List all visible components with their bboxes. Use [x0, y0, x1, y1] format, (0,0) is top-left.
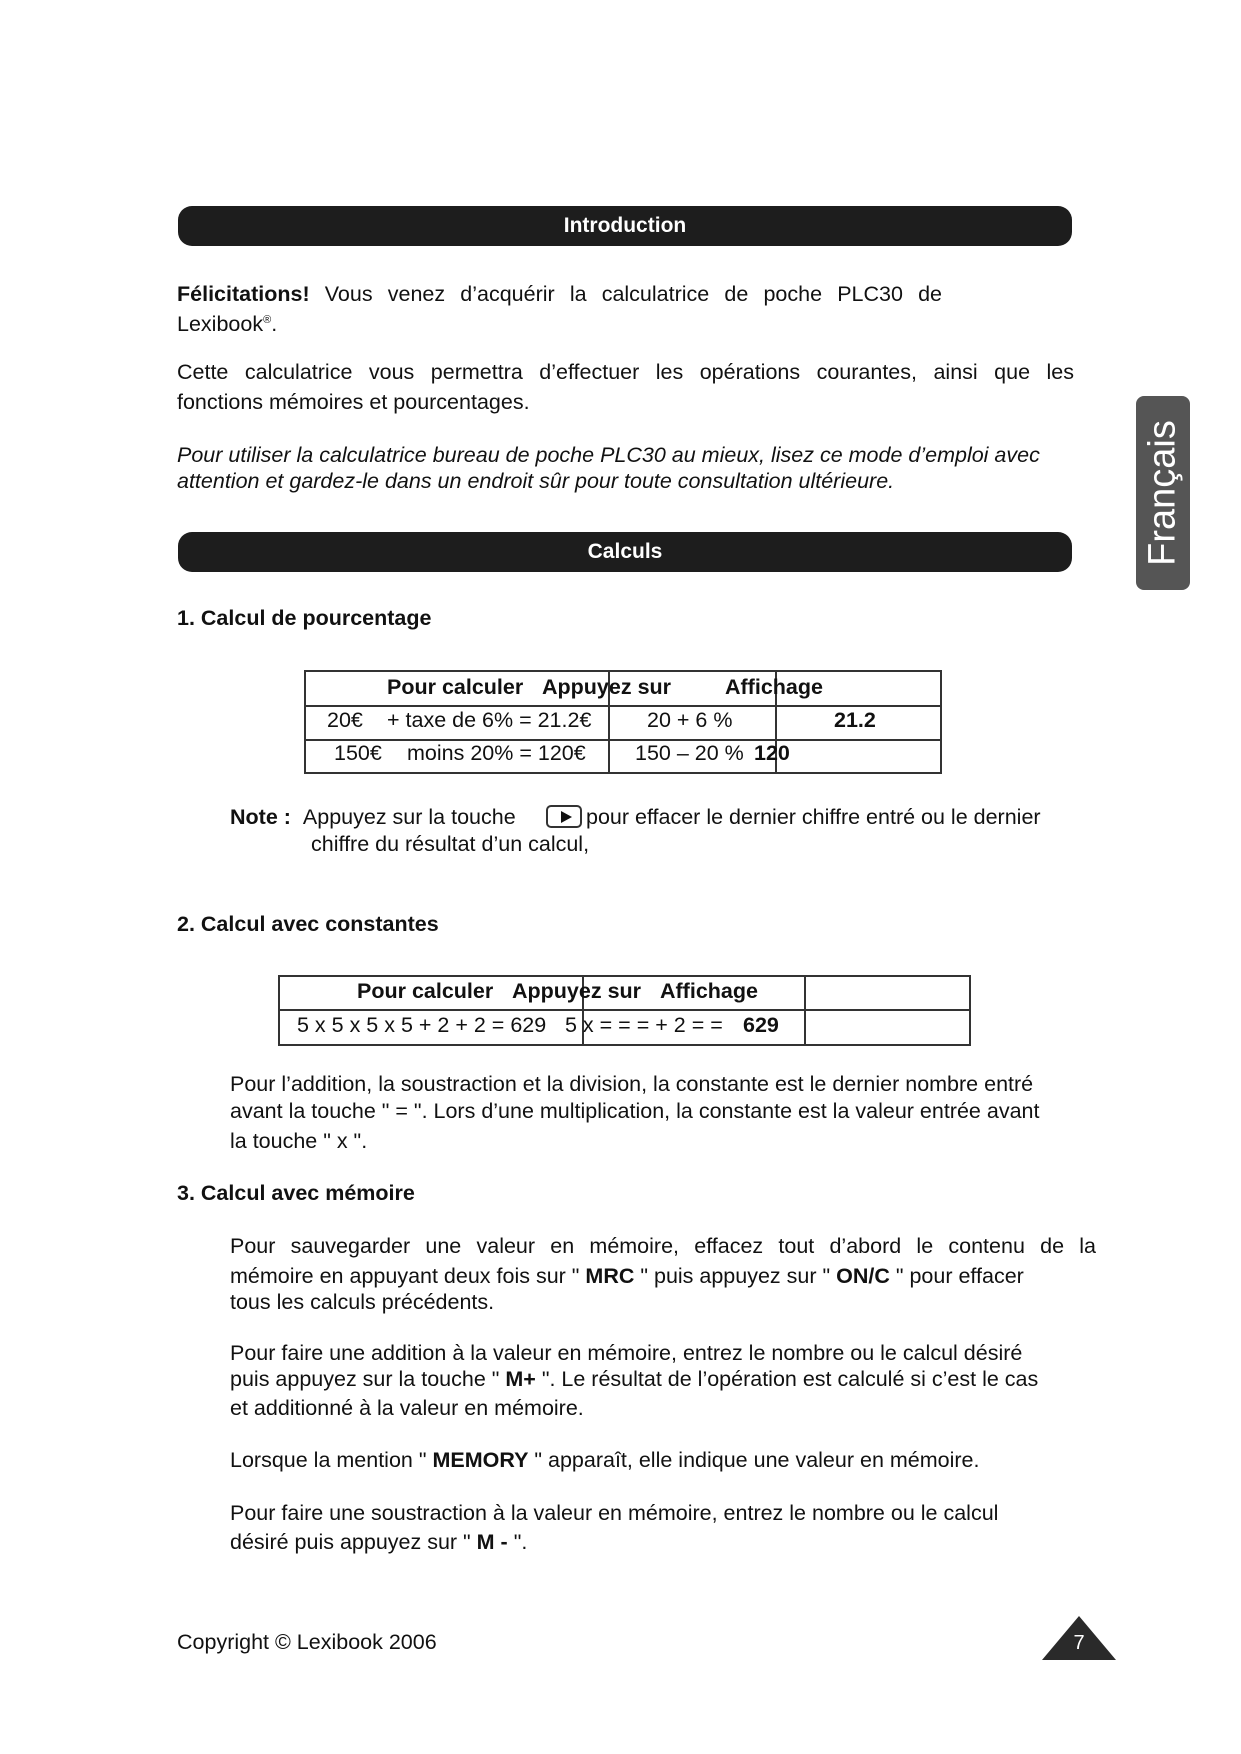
- note-line-2: chiffre du résultat d’un calcul,: [311, 832, 590, 856]
- memoire-p3-text-b: " apparaît, elle indique une valeur en mémoire.: [534, 1448, 980, 1472]
- memoire-paragraph-4-line-2: [230, 1529, 527, 1555]
- intro-paragraph-2-line-2: fonctions mémoires et pourcentages.: [177, 390, 530, 414]
- section-bar-calculs: [178, 532, 1072, 572]
- heading-pourcentage: 1. Calcul de pourcentage: [177, 606, 432, 630]
- table-pourcentage-header-display: Affichage: [725, 675, 823, 699]
- table-pourcentage-header-keys: Appuyez sur: [542, 675, 672, 699]
- memoire-paragraph-1-line-1: Pour sauvegarder une valeur en mémoire, effacez tout d’abord le contenu de la: [230, 1234, 1096, 1258]
- table-constantes-row-keys: 5 x = = = + 2 = =: [565, 1013, 723, 1037]
- registered-mark: ®: [263, 314, 272, 326]
- table-row-2-keys: 150 – 20 %: [635, 741, 744, 765]
- key-m-plus: M+: [505, 1367, 536, 1391]
- section-title-introduction: Introduction: [563, 214, 687, 237]
- language-tab: [1136, 396, 1190, 590]
- table-row-1-result: 21.2: [834, 708, 876, 732]
- page-number: 7: [1073, 1632, 1085, 1654]
- table-pourcentage-header-calc: Pour calculer: [387, 675, 524, 699]
- backspace-key-icon: [546, 805, 582, 828]
- key-mrc: MRC: [585, 1264, 635, 1288]
- key-m-minus: M -: [476, 1530, 508, 1554]
- memoire-p1-text-a: mémoire en appuyant deux fois sur ": [230, 1264, 580, 1288]
- intro-paragraph-2-line-1: Cette calculatrice vous permettra d’effectuer les opérations courantes, ainsi que les: [177, 360, 1074, 384]
- intro-congrats: Félicitations!: [177, 282, 310, 306]
- table-row-2-desc: moins 20% = 120€: [407, 741, 586, 765]
- memoire-p4-text-b: ".: [513, 1530, 528, 1554]
- memoire-paragraph-1-line-3: tous les calculs précédents.: [230, 1290, 495, 1314]
- constantes-paragraph-line-3: la touche " x ".: [230, 1129, 368, 1153]
- section-title-calculs: Calculs: [587, 540, 663, 563]
- memoire-paragraph-2-line-2: [230, 1366, 1038, 1392]
- intro-paragraph-3-line-2: attention et gardez-le dans un endroit sûr pour toute consultation ultérieure.: [177, 469, 895, 493]
- intro-paragraph-1-line-2: [177, 307, 277, 337]
- section-bar-introduction: [178, 206, 1072, 246]
- table-row-1-keys: 20 + 6 %: [647, 708, 733, 732]
- constantes-paragraph-line-2: avant la touche " = ". Lors d’une multiplication, la constante est la valeur entrée avant: [230, 1099, 1040, 1123]
- intro-paragraph-3-line-1: Pour utiliser la calculatrice bureau de poche PLC30 au mieux, lisez ce mode d’emploi avec: [177, 443, 1040, 467]
- table-row-2-result: 120: [754, 741, 790, 765]
- table-row-1-desc: + taxe de 6% = 21.2€: [387, 708, 592, 732]
- memory-indicator: MEMORY: [432, 1448, 529, 1472]
- key-onc: ON/C: [836, 1264, 890, 1288]
- memoire-p2-text-a: puis appuyez sur la touche ": [230, 1367, 500, 1391]
- table-constantes-row-calc: 5 x 5 x 5 x 5 + 2 + 2 = 629: [297, 1013, 547, 1037]
- table-constantes-row-result: 629: [743, 1013, 779, 1037]
- footer-copyright: Copyright © Lexibook 2006: [177, 1630, 437, 1654]
- table-pourcentage-hline-2: [304, 739, 942, 741]
- table-constantes-vline-2: [804, 975, 806, 1046]
- intro-paragraph-1-text: Vous venez d’acquérir la calculatrice de poche PLC30 de: [324, 282, 942, 306]
- note-text-after: pour effacer le dernier chiffre entré ou le dernier: [586, 805, 1041, 829]
- memoire-paragraph-1-line-2: [230, 1263, 1024, 1289]
- memoire-paragraph-2-line-3: et additionné à la valeur en mémoire.: [230, 1396, 584, 1420]
- table-constantes-header-calc: Pour calculer: [357, 979, 494, 1003]
- table-constantes-hline: [278, 1009, 971, 1011]
- memoire-p1-text-c: " pour effacer: [895, 1264, 1024, 1288]
- note-text-before: Appuyez sur la touche: [302, 805, 516, 829]
- heading-memoire: 3. Calcul avec mémoire: [177, 1181, 415, 1205]
- constantes-paragraph-line-1: Pour l’addition, la soustraction et la division, la constante est le dernier nombre entré: [230, 1072, 1034, 1096]
- table-constantes-header-display: Affichage: [660, 979, 758, 1003]
- note-line-1: [230, 804, 516, 830]
- intro-paragraph-1-line-1: [177, 281, 942, 307]
- table-row-1-amount: 20€: [327, 708, 363, 732]
- heading-constantes: 2. Calcul avec constantes: [177, 912, 439, 936]
- memoire-paragraph-2-line-1: Pour faire une addition à la valeur en mémoire, entrez le nombre ou le calcul désiré: [230, 1341, 1023, 1365]
- memoire-paragraph-4-line-1: Pour faire une soustraction à la valeur en mémoire, entrez le nombre ou le calcul: [230, 1501, 999, 1525]
- memoire-p3-text-a: Lorsque la mention ": [230, 1448, 427, 1472]
- intro-period: .: [271, 312, 278, 337]
- table-constantes-header-keys: Appuyez sur: [512, 979, 642, 1003]
- memoire-p2-text-b: ". Le résultat de l’opération est calculé si c’est le cas: [541, 1367, 1039, 1391]
- memoire-paragraph-3: [230, 1447, 979, 1473]
- memoire-p4-text-a: désiré puis appuyez sur ": [230, 1530, 471, 1554]
- intro-brand: Lexibook: [177, 312, 264, 337]
- note-label: Note :: [230, 805, 291, 829]
- table-row-2-amount: 150€: [334, 741, 382, 765]
- language-tab-label: Français: [1141, 420, 1184, 566]
- memoire-p1-text-b: " puis appuyez sur ": [640, 1264, 831, 1288]
